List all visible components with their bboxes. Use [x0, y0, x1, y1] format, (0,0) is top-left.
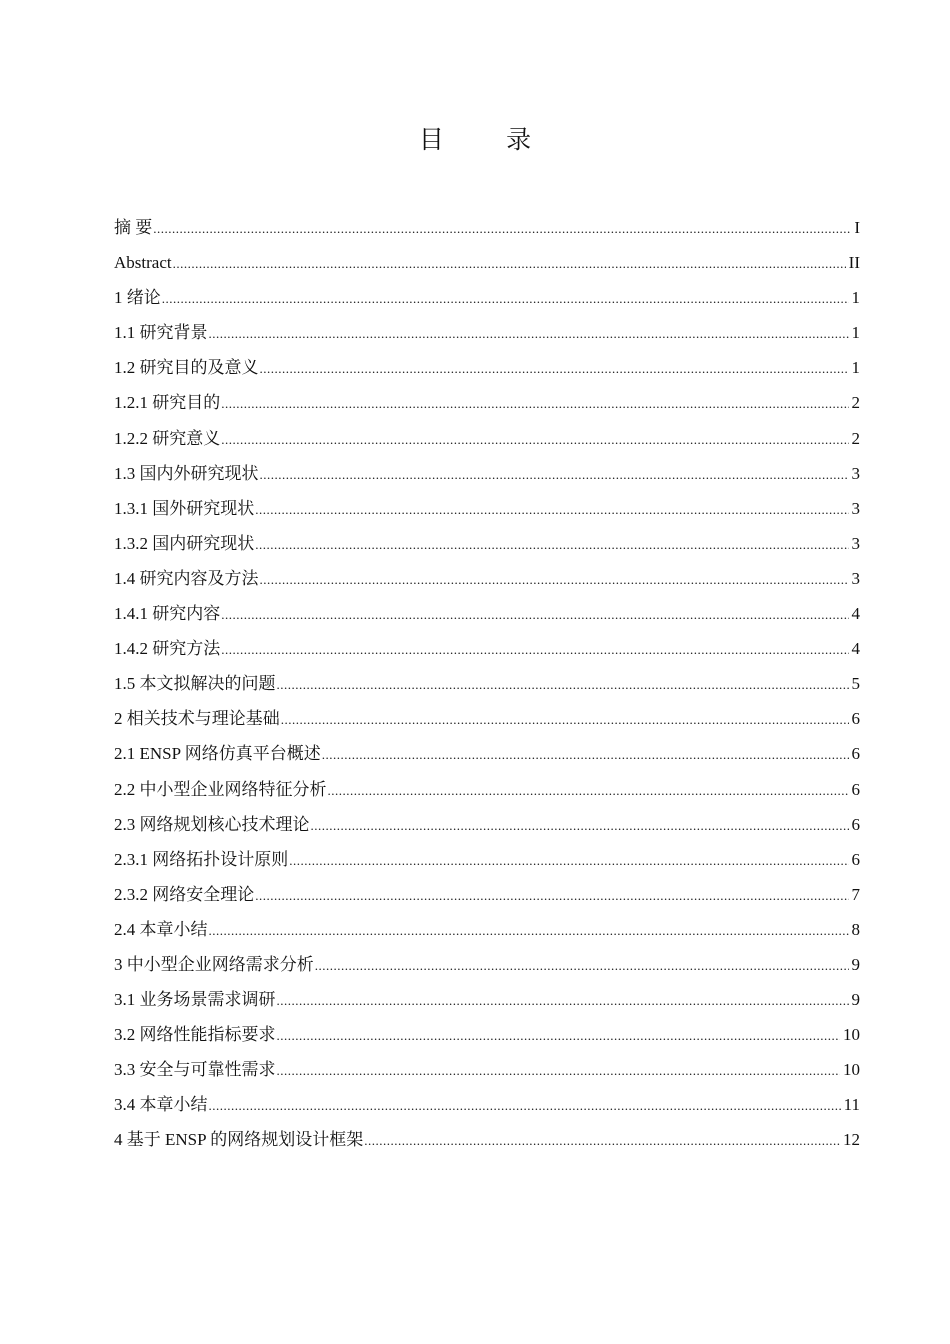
toc-dot-leader: [260, 456, 849, 492]
toc-entry[interactable]: [114, 736, 860, 771]
toc-dot-leader: [315, 947, 849, 983]
toc-entry-label: 3.1 业务场景需求调研: [114, 990, 276, 1010]
toc-page-number: 6: [851, 744, 860, 764]
toc-page-number: 10: [843, 1060, 860, 1080]
toc-entry-label: 2.3 网络规划核心技术理论: [114, 814, 310, 834]
toc-dot-leader: [221, 631, 848, 667]
toc-entry[interactable]: [114, 877, 860, 912]
toc-entry[interactable]: [114, 807, 860, 842]
toc-dot-leader: [209, 315, 849, 351]
toc-dot-leader: [277, 1017, 841, 1053]
toc-page-number: II: [848, 253, 860, 273]
toc-dot-leader: [364, 1122, 840, 1158]
toc-dot-leader: [277, 982, 849, 1018]
toc-dot-leader: [162, 280, 849, 316]
toc-dot-leader: [221, 596, 848, 632]
toc-page-number: I: [854, 218, 860, 237]
toc-dot-leader: [311, 807, 849, 843]
toc-entry[interactable]: [114, 421, 860, 456]
toc-entry-label: 1.3.2 国内研究现状: [114, 533, 255, 553]
toc-dot-leader: [173, 245, 846, 281]
toc-entry[interactable]: [114, 491, 860, 526]
toc-page-number: 1: [851, 323, 860, 343]
toc-entry-label: 1 绪论: [114, 288, 161, 308]
toc-page-number: 6: [851, 849, 860, 869]
toc-page-number: 8: [851, 919, 860, 939]
toc-dot-leader: [221, 385, 848, 421]
toc-entry-label: 2.3.2 网络安全理论: [114, 884, 255, 904]
toc-page-number: 6: [851, 779, 860, 799]
toc-entry-label: 2.2 中小型企业网络特征分析: [114, 779, 327, 799]
toc-entry[interactable]: [114, 772, 860, 807]
toc-entry[interactable]: [114, 842, 860, 877]
toc-entry[interactable]: [114, 526, 860, 561]
toc-page-number: 5: [851, 674, 860, 694]
toc-page-number: 6: [851, 814, 860, 834]
toc-page-number: 11: [843, 1095, 860, 1115]
toc-entry-label: 1.5 本文拟解决的问题: [114, 674, 276, 694]
toc-entry-label: 1.1 研究背景: [114, 323, 208, 343]
toc-entry[interactable]: [114, 245, 860, 280]
toc-entry[interactable]: [114, 1122, 860, 1157]
toc-dot-leader: [277, 666, 849, 702]
toc-dot-leader: [209, 1087, 841, 1123]
toc-entry[interactable]: [114, 1017, 860, 1052]
toc-dot-leader: [260, 350, 849, 386]
toc-page-number: 1: [851, 288, 860, 308]
toc-entry-label: 1.3 国内外研究现状: [114, 463, 259, 483]
toc-entry[interactable]: [114, 210, 860, 245]
toc-page-number: 1: [851, 358, 860, 378]
toc-page-number: 3: [851, 498, 860, 518]
toc-page-number: 4: [851, 639, 860, 659]
toc-dot-leader: [328, 772, 849, 808]
toc-page-number: 9: [851, 990, 860, 1010]
toc-page-number: 6: [851, 709, 860, 729]
toc-dot-leader: [221, 421, 848, 457]
toc-page-number: 4: [851, 604, 860, 624]
toc-dot-leader: [260, 561, 849, 597]
toc-entry[interactable]: [114, 456, 860, 491]
toc-entry[interactable]: [114, 596, 860, 631]
toc-entry-label: 2.3.1 网络拓扑设计原则: [114, 849, 289, 869]
toc-page-number: 2: [851, 428, 860, 448]
toc-entry-label: 1.2.2 研究意义: [114, 428, 221, 448]
toc-entry[interactable]: [114, 912, 860, 947]
toc-entry-label: 3.4 本章小结: [114, 1095, 208, 1115]
toc-entry[interactable]: [114, 1087, 860, 1122]
toc-entry[interactable]: [114, 947, 860, 982]
toc-entry[interactable]: [114, 385, 860, 420]
table-of-contents: [114, 210, 860, 1158]
toc-page-number: 10: [843, 1025, 860, 1045]
toc-entry[interactable]: [114, 982, 860, 1017]
toc-entry-label: 3.3 安全与可靠性需求: [114, 1060, 276, 1080]
toc-dot-leader: [289, 842, 848, 878]
toc-dot-leader: [153, 210, 851, 246]
toc-entry[interactable]: [114, 315, 860, 350]
toc-entry[interactable]: [114, 280, 860, 315]
toc-entry-label: 2 相关技术与理论基础: [114, 709, 280, 729]
toc-entry[interactable]: [114, 350, 860, 385]
toc-page-number: 3: [851, 463, 860, 483]
toc-entry[interactable]: [114, 561, 860, 596]
toc-dot-leader: [322, 736, 849, 772]
toc-entry-label: 4 基于 ENSP 的网络规划设计框架: [114, 1130, 364, 1150]
toc-dot-leader: [255, 877, 848, 913]
toc-entry[interactable]: [114, 701, 860, 736]
toc-dot-leader: [277, 1052, 841, 1088]
toc-entry-label: 1.4.2 研究方法: [114, 639, 221, 659]
toc-page-number: 7: [851, 884, 860, 904]
toc-page-number: 12: [843, 1130, 860, 1150]
toc-entry-label: 3.2 网络性能指标要求: [114, 1025, 276, 1045]
toc-dot-leader: [281, 701, 849, 737]
toc-entry-label: 1.4.1 研究内容: [114, 604, 221, 624]
toc-page-number: 9: [851, 954, 860, 974]
toc-page-number: 3: [851, 533, 860, 553]
toc-entry-label: 2.1 ENSP 网络仿真平台概述: [114, 744, 321, 764]
toc-title: 目 录: [418, 127, 560, 154]
toc-dot-leader: [255, 491, 848, 527]
toc-entry[interactable]: [114, 631, 860, 666]
toc-entry-label: 1.2.1 研究目的: [114, 393, 221, 413]
toc-entry[interactable]: [114, 1052, 860, 1087]
toc-entry-label: 摘 要: [114, 218, 153, 237]
toc-entry-label: 2.4 本章小结: [114, 919, 208, 939]
toc-entry-label: 1.2 研究目的及意义: [114, 358, 259, 378]
toc-dot-leader: [209, 912, 849, 948]
toc-page-number: 3: [851, 568, 860, 588]
toc-entry-label: 1.4 研究内容及方法: [114, 568, 259, 588]
toc-page-number: 2: [851, 393, 860, 413]
toc-entry-label: 1.3.1 国外研究现状: [114, 498, 255, 518]
toc-entry-label: Abstract: [114, 253, 172, 273]
toc-dot-leader: [255, 526, 848, 562]
toc-entry[interactable]: [114, 666, 860, 701]
toc-entry-label: 3 中小型企业网络需求分析: [114, 954, 314, 974]
